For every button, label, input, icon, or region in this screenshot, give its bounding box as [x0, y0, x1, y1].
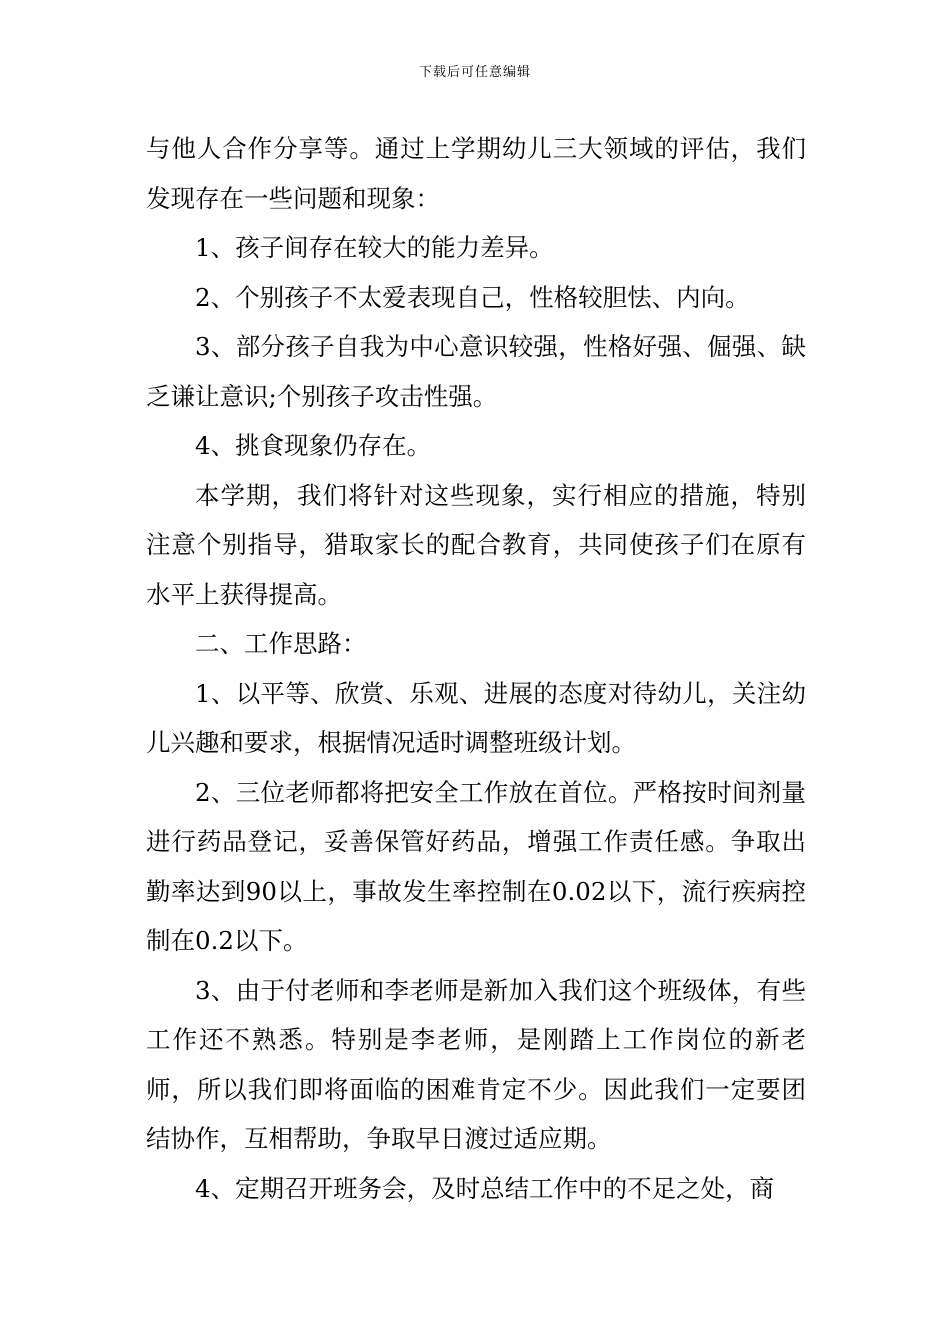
- page-header: 下载后可任意编辑: [418, 65, 531, 80]
- work-idea-item-4: 4、定期召开班务会，及时总结工作中的不足之处，商: [195, 1173, 775, 1203]
- document-body: [146, 124, 806, 1213]
- work-idea-item-3: 3、由于付老师和李老师是新加入我们这个班级体，有些工作还不熟悉。特别是李老师，是刚踏上工作岗位的新老师，所以我们即将面临的困难肯定不少。因此我们一定要团结协作，互相帮助，争取早日渡过适应期。: [146, 975, 806, 1153]
- paragraph-semester-measures: 本学期，我们将针对这些现象，实行相应的措施，特别注意个别指导，猎取家长的配合教育，共同使孩子们在原有水平上获得提高。: [146, 480, 806, 609]
- work-idea-item-2: 2、三位老师都将把安全工作放在首位。严格按时间剂量进行药品登记，妥善保管好药品，增强工作责任感。争取出勤率达到90以上，事故发生率控制在0.02以下，流行疾病控制在0.2以下。: [146, 777, 806, 955]
- list-item-3: 3、部分孩子自我为中心意识较强，性格好强、倔强、缺乏谦让意识;个别孩子攻击性强。: [146, 332, 806, 411]
- list-item-4: 4、挑食现象仍存在。: [195, 431, 432, 460]
- paragraph-continuation: 与他人合作分享等。通过上学期幼儿三大领域的评估，我们发现存在一些问题和现象：: [146, 134, 806, 213]
- list-item-2: 2、个别孩子不太爱表现自己，性格较胆怯、内向。: [195, 282, 750, 312]
- list-item-1: 1、孩子间存在较大的能力差异。: [195, 233, 554, 262]
- section-heading-work-ideas: 二、工作思路：: [195, 629, 367, 658]
- work-idea-item-1: 1、以平等、欣赏、乐观、进展的态度对待幼儿，关注幼儿兴趣和要求，根据情况适时调整班级计划。: [146, 678, 806, 757]
